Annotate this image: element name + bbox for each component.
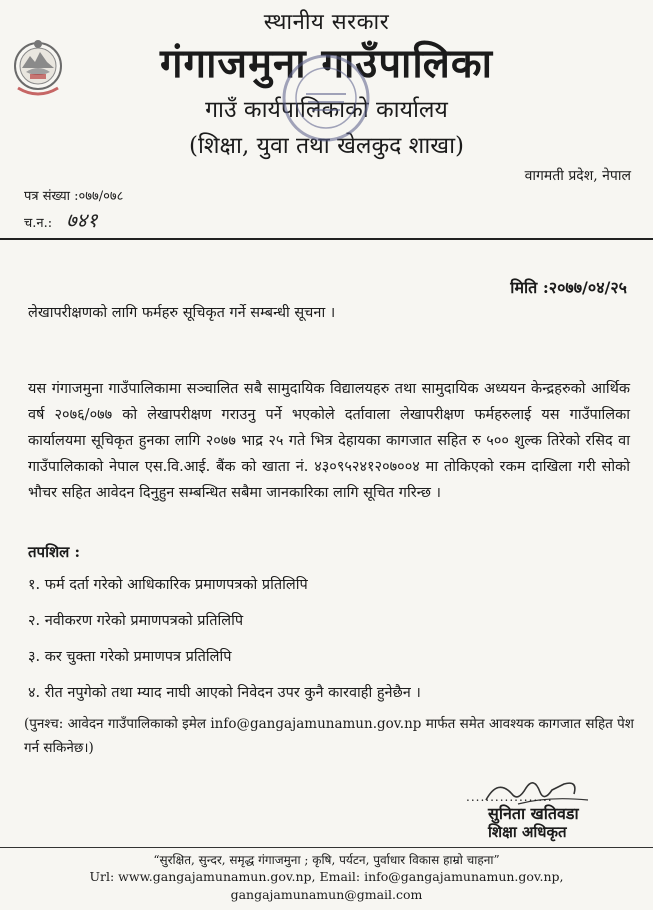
signature-line: ..................: [466, 790, 553, 804]
signatory-name: सुनिता खतिवडा: [488, 804, 579, 823]
province-line: वागमती प्रदेश, नेपाल: [524, 168, 631, 184]
footer-divider: [0, 847, 653, 848]
dispatch-number-row: [24, 206, 97, 233]
letter-body: यस गंगाजमुना गाउँपालिकामा सञ्चालित सबै सामुदायिक विद्यालयहरु तथा सामुदायिक अध्ययन केन्द्रहरुको आर्थिक वर्ष २०७६/०७७ को लेखापरीक्षण गराउनु पर्ने भएकोले दर्तावाला लेखापरीक्षण फर्महरुलाई यस गाउँपालिका कार्यालयमा सूचिकृत हुनका लागि २०७७ भाद्र २५ गते भित्र देहायका कागजात सहित रु ५०० शुल्क तिरेको रसिद वा गाउँपालिकाको नेपाल एस.वि.आई. बैंक को खाता नं. ४३०९५२४१२०७००४ मा तोकिएको रकम दाखिला गरी सोको भौचर सहित आवेदन दिनुहुन सम्बन्धित सबैमा जानकारिका लागि सूचित गरिन्छ ।: [28, 381, 630, 501]
list-item: २. नवीकरण गरेको प्रमाणपत्रको प्रतिलिपि: [28, 613, 244, 629]
details-heading: तपशिल :: [28, 543, 81, 561]
footer-gmail: gangajamunamun@gmail.com: [230, 887, 423, 902]
municipality-name: गंगाजमुना गाउँपालिका: [160, 40, 493, 87]
footer-contact: Url: www.gangajamunamun.gov.np, Email: info@gangajamunamun.gov.np,: [89, 869, 564, 884]
letter-subject: लेखापरीक्षणको लागि फर्महरु सूचिकृत गर्ने सम्बन्धी सूचना ।: [28, 305, 336, 321]
footer-slogan: “सुरक्षित, सुन्दर, समृद्ध गंगाजमुना ; कृषि, पर्यटन, पुर्वाधार विकास हाम्रो चाहना”: [153, 853, 500, 867]
dispatch-number: ७४१: [66, 208, 98, 232]
office-stamp-icon: [278, 50, 374, 146]
list-item: ४. रीत नपुगेको तथा म्याद नाघी आएको निवेदन उपर कुनै कारवाही हुनेछैन ।: [28, 685, 421, 701]
dispatch-label: च.न.:: [24, 216, 53, 231]
header-top-line: स्थानीय सरकार: [263, 10, 390, 35]
signatory-title: शिक्षा अधिकृत: [488, 823, 567, 841]
office-name: गाउँ कार्यपालिकाको कार्यालय: [205, 97, 448, 123]
list-item: ३. कर चुक्ता गरेको प्रमाणपत्र प्रतिलिपि: [28, 649, 232, 665]
header-divider: [0, 238, 653, 240]
branch-name: (शिक्षा, युवा तथा खेलकुद शाखा): [188, 133, 465, 159]
list-item: १. फर्म दर्ता गरेको आधिकारिक प्रमाणपत्रको प्रतिलिपि: [28, 577, 308, 593]
postscript-note: (पुनश्च: आवेदन गाउँपालिकाको इमेल info@gangajamunamun.gov.np मार्फत समेत आवश्यक कागजात सहित पेश गर्न सकिनेछ।): [24, 716, 634, 756]
letter-number: पत्र संख्या :०७७/०७८: [24, 189, 124, 204]
letter-date: मिति :२०७७/०४/२५: [510, 278, 627, 297]
